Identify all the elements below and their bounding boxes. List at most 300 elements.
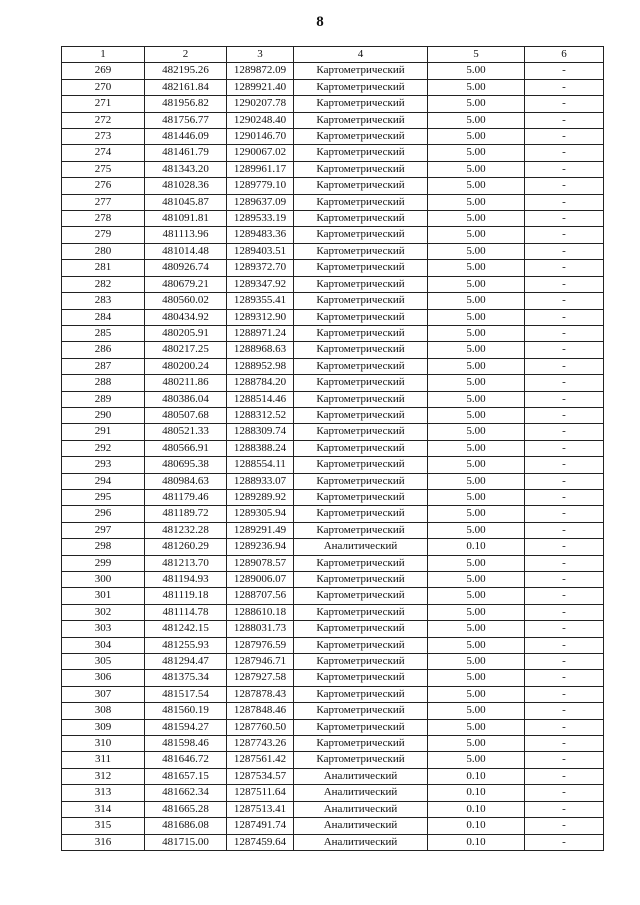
note-cell: - [525,818,604,834]
accuracy-cell: 5.00 [428,358,525,374]
x-coordinate-cell: 481213.70 [145,555,227,571]
accuracy-cell: 5.00 [428,457,525,473]
note-cell: - [525,834,604,850]
accuracy-cell: 5.00 [428,555,525,571]
method-cell: Картометрический [294,325,428,341]
table-row [62,79,604,95]
accuracy-cell: 5.00 [428,293,525,309]
note-cell: - [525,391,604,407]
note-cell: - [525,63,604,79]
table-row [62,325,604,341]
x-coordinate-cell: 481189.72 [145,506,227,522]
y-coordinate-cell: 1289372.70 [227,260,294,276]
method-cell: Картометрический [294,391,428,407]
table-row [62,227,604,243]
column-header-3: 3 [227,47,294,63]
table-row [62,178,604,194]
y-coordinate-cell: 1288952.98 [227,358,294,374]
y-coordinate-cell: 1287927.58 [227,670,294,686]
method-cell: Картометрический [294,260,428,276]
accuracy-cell: 5.00 [428,96,525,112]
accuracy-cell: 5.00 [428,145,525,161]
table-row [62,637,604,653]
accuracy-cell: 0.10 [428,818,525,834]
accuracy-cell: 5.00 [428,129,525,145]
method-cell: Картометрический [294,129,428,145]
note-cell: - [525,604,604,620]
note-cell: - [525,211,604,227]
point-number-cell: 305 [62,654,145,670]
y-coordinate-cell: 1289078.57 [227,555,294,571]
y-coordinate-cell: 1289305.94 [227,506,294,522]
accuracy-cell: 5.00 [428,309,525,325]
method-cell: Картометрический [294,719,428,735]
x-coordinate-cell: 480507.68 [145,407,227,423]
point-number-cell: 285 [62,325,145,341]
point-number-cell: 290 [62,407,145,423]
accuracy-cell: 5.00 [428,227,525,243]
table-row [62,834,604,850]
x-coordinate-cell: 481715.00 [145,834,227,850]
method-cell: Картометрический [294,276,428,292]
table-row [62,342,604,358]
note-cell: - [525,243,604,259]
table-row [62,375,604,391]
x-coordinate-cell: 481756.77 [145,112,227,128]
point-number-cell: 310 [62,736,145,752]
note-cell: - [525,637,604,653]
note-cell: - [525,654,604,670]
x-coordinate-cell: 481294.47 [145,654,227,670]
method-cell: Картометрический [294,703,428,719]
point-number-cell: 270 [62,79,145,95]
x-coordinate-cell: 480211.86 [145,375,227,391]
y-coordinate-cell: 1288971.24 [227,325,294,341]
method-cell: Картометрический [294,752,428,768]
accuracy-cell: 5.00 [428,572,525,588]
x-coordinate-cell: 481242.15 [145,621,227,637]
point-number-cell: 281 [62,260,145,276]
accuracy-cell: 5.00 [428,686,525,702]
method-cell: Картометрический [294,112,428,128]
accuracy-cell: 0.10 [428,785,525,801]
point-number-cell: 299 [62,555,145,571]
point-number-cell: 274 [62,145,145,161]
y-coordinate-cell: 1289403.51 [227,243,294,259]
coordinates-table [61,46,604,851]
y-coordinate-cell: 1289006.07 [227,572,294,588]
x-coordinate-cell: 481598.46 [145,736,227,752]
table-row [62,768,604,784]
table-row [62,293,604,309]
method-cell: Картометрический [294,358,428,374]
y-coordinate-cell: 1289312.90 [227,309,294,325]
y-coordinate-cell: 1290067.02 [227,145,294,161]
x-coordinate-cell: 481517.54 [145,686,227,702]
table-row [62,457,604,473]
note-cell: - [525,112,604,128]
point-number-cell: 292 [62,440,145,456]
table-row [62,555,604,571]
x-coordinate-cell: 481665.28 [145,801,227,817]
table-row [62,473,604,489]
method-cell: Аналитический [294,768,428,784]
y-coordinate-cell: 1289921.40 [227,79,294,95]
y-coordinate-cell: 1288309.74 [227,424,294,440]
table-row [62,440,604,456]
accuracy-cell: 5.00 [428,752,525,768]
note-cell: - [525,588,604,604]
y-coordinate-cell: 1287976.59 [227,637,294,653]
accuracy-cell: 5.00 [428,424,525,440]
x-coordinate-cell: 481114.78 [145,604,227,620]
table-row [62,194,604,210]
table-row [62,309,604,325]
table-row [62,506,604,522]
method-cell: Аналитический [294,801,428,817]
point-number-cell: 297 [62,522,145,538]
y-coordinate-cell: 1289533.19 [227,211,294,227]
note-cell: - [525,79,604,95]
x-coordinate-cell: 481375.34 [145,670,227,686]
accuracy-cell: 5.00 [428,670,525,686]
method-cell: Картометрический [294,555,428,571]
x-coordinate-cell: 481014.48 [145,243,227,259]
point-number-cell: 313 [62,785,145,801]
y-coordinate-cell: 1287511.64 [227,785,294,801]
y-coordinate-cell: 1287743.26 [227,736,294,752]
column-header-4: 4 [294,47,428,63]
method-cell: Картометрический [294,145,428,161]
method-cell: Картометрический [294,375,428,391]
point-number-cell: 308 [62,703,145,719]
method-cell: Картометрический [294,161,428,177]
x-coordinate-cell: 481560.19 [145,703,227,719]
point-number-cell: 283 [62,293,145,309]
y-coordinate-cell: 1288968.63 [227,342,294,358]
point-number-cell: 279 [62,227,145,243]
note-cell: - [525,194,604,210]
y-coordinate-cell: 1287491.74 [227,818,294,834]
point-number-cell: 273 [62,129,145,145]
accuracy-cell: 5.00 [428,522,525,538]
header-row [62,47,604,63]
point-number-cell: 289 [62,391,145,407]
accuracy-cell: 0.10 [428,834,525,850]
x-coordinate-cell: 481045.87 [145,194,227,210]
accuracy-cell: 5.00 [428,621,525,637]
point-number-cell: 278 [62,211,145,227]
x-coordinate-cell: 481113.96 [145,227,227,243]
method-cell: Картометрический [294,604,428,620]
y-coordinate-cell: 1290207.78 [227,96,294,112]
table-row [62,276,604,292]
point-number-cell: 306 [62,670,145,686]
x-coordinate-cell: 481194.93 [145,572,227,588]
note-cell: - [525,736,604,752]
table-row [62,654,604,670]
y-coordinate-cell: 1289289.92 [227,489,294,505]
y-coordinate-cell: 1289355.41 [227,293,294,309]
table-row [62,260,604,276]
method-cell: Картометрический [294,407,428,423]
table-row [62,670,604,686]
x-coordinate-cell: 481662.34 [145,785,227,801]
note-cell: - [525,572,604,588]
y-coordinate-cell: 1289872.09 [227,63,294,79]
x-coordinate-cell: 481446.09 [145,129,227,145]
x-coordinate-cell: 480984.63 [145,473,227,489]
method-cell: Картометрический [294,506,428,522]
method-cell: Картометрический [294,473,428,489]
note-cell: - [525,325,604,341]
note-cell: - [525,407,604,423]
table-row [62,243,604,259]
accuracy-cell: 5.00 [428,276,525,292]
note-cell: - [525,768,604,784]
table-row [62,719,604,735]
x-coordinate-cell: 480566.91 [145,440,227,456]
y-coordinate-cell: 1287946.71 [227,654,294,670]
table-row [62,604,604,620]
y-coordinate-cell: 1289483.36 [227,227,294,243]
point-number-cell: 291 [62,424,145,440]
note-cell: - [525,440,604,456]
method-cell: Картометрический [294,309,428,325]
method-cell: Картометрический [294,621,428,637]
point-number-cell: 271 [62,96,145,112]
point-number-cell: 287 [62,358,145,374]
note-cell: - [525,178,604,194]
method-cell: Аналитический [294,834,428,850]
table-body [62,63,604,851]
x-coordinate-cell: 480926.74 [145,260,227,276]
point-number-cell: 286 [62,342,145,358]
accuracy-cell: 5.00 [428,473,525,489]
point-number-cell: 302 [62,604,145,620]
note-cell: - [525,342,604,358]
accuracy-cell: 5.00 [428,161,525,177]
column-header-6: 6 [525,47,604,63]
note-cell: - [525,489,604,505]
table-row [62,588,604,604]
method-cell: Картометрический [294,424,428,440]
point-number-cell: 280 [62,243,145,259]
accuracy-cell: 0.10 [428,768,525,784]
y-coordinate-cell: 1287878.43 [227,686,294,702]
y-coordinate-cell: 1287561.42 [227,752,294,768]
table-row [62,686,604,702]
method-cell: Картометрический [294,440,428,456]
column-header-5: 5 [428,47,525,63]
y-coordinate-cell: 1290146.70 [227,129,294,145]
x-coordinate-cell: 482195.26 [145,63,227,79]
note-cell: - [525,276,604,292]
page-number: 8 [316,14,324,30]
x-coordinate-cell: 481657.15 [145,768,227,784]
note-cell: - [525,506,604,522]
accuracy-cell: 5.00 [428,260,525,276]
x-coordinate-cell: 481461.79 [145,145,227,161]
x-coordinate-cell: 481343.20 [145,161,227,177]
table-row [62,522,604,538]
table-row [62,489,604,505]
note-cell: - [525,96,604,112]
y-coordinate-cell: 1288933.07 [227,473,294,489]
x-coordinate-cell: 480386.04 [145,391,227,407]
x-coordinate-cell: 480560.02 [145,293,227,309]
accuracy-cell: 5.00 [428,211,525,227]
point-number-cell: 294 [62,473,145,489]
method-cell: Картометрический [294,178,428,194]
table-row [62,621,604,637]
note-cell: - [525,621,604,637]
table-row [62,391,604,407]
method-cell: Картометрический [294,670,428,686]
table-row [62,424,604,440]
x-coordinate-cell: 481686.08 [145,818,227,834]
accuracy-cell: 5.00 [428,719,525,735]
method-cell: Аналитический [294,818,428,834]
y-coordinate-cell: 1288707.56 [227,588,294,604]
accuracy-cell: 5.00 [428,79,525,95]
point-number-cell: 315 [62,818,145,834]
note-cell: - [525,670,604,686]
point-number-cell: 312 [62,768,145,784]
note-cell: - [525,161,604,177]
point-number-cell: 272 [62,112,145,128]
method-cell: Аналитический [294,539,428,555]
x-coordinate-cell: 482161.84 [145,79,227,95]
method-cell: Картометрический [294,572,428,588]
x-coordinate-cell: 481232.28 [145,522,227,538]
point-number-cell: 293 [62,457,145,473]
point-number-cell: 269 [62,63,145,79]
y-coordinate-cell: 1287848.46 [227,703,294,719]
table-row [62,785,604,801]
table-row [62,407,604,423]
note-cell: - [525,129,604,145]
y-coordinate-cell: 1288554.11 [227,457,294,473]
method-cell: Картометрический [294,686,428,702]
note-cell: - [525,473,604,489]
note-cell: - [525,539,604,555]
note-cell: - [525,375,604,391]
method-cell: Картометрический [294,342,428,358]
point-number-cell: 307 [62,686,145,702]
point-number-cell: 314 [62,801,145,817]
table-row [62,145,604,161]
accuracy-cell: 0.10 [428,539,525,555]
accuracy-cell: 0.10 [428,801,525,817]
y-coordinate-cell: 1288031.73 [227,621,294,637]
x-coordinate-cell: 481255.93 [145,637,227,653]
point-number-cell: 276 [62,178,145,194]
x-coordinate-cell: 481179.46 [145,489,227,505]
method-cell: Картометрический [294,227,428,243]
method-cell: Картометрический [294,637,428,653]
table-row [62,572,604,588]
accuracy-cell: 5.00 [428,604,525,620]
point-number-cell: 277 [62,194,145,210]
y-coordinate-cell: 1289236.94 [227,539,294,555]
y-coordinate-cell: 1288388.24 [227,440,294,456]
method-cell: Картометрический [294,489,428,505]
y-coordinate-cell: 1289779.10 [227,178,294,194]
table-row [62,129,604,145]
accuracy-cell: 5.00 [428,506,525,522]
note-cell: - [525,309,604,325]
y-coordinate-cell: 1289637.09 [227,194,294,210]
y-coordinate-cell: 1289961.17 [227,161,294,177]
method-cell: Картометрический [294,211,428,227]
point-number-cell: 311 [62,752,145,768]
accuracy-cell: 5.00 [428,654,525,670]
method-cell: Картометрический [294,63,428,79]
accuracy-cell: 5.00 [428,112,525,128]
x-coordinate-cell: 481028.36 [145,178,227,194]
accuracy-cell: 5.00 [428,243,525,259]
note-cell: - [525,358,604,374]
table-row [62,801,604,817]
table-row [62,752,604,768]
x-coordinate-cell: 480695.38 [145,457,227,473]
table-row [62,161,604,177]
accuracy-cell: 5.00 [428,637,525,653]
x-coordinate-cell: 481119.18 [145,588,227,604]
method-cell: Картометрический [294,79,428,95]
point-number-cell: 316 [62,834,145,850]
accuracy-cell: 5.00 [428,63,525,79]
table-header [62,47,604,63]
point-number-cell: 301 [62,588,145,604]
y-coordinate-cell: 1288514.46 [227,391,294,407]
accuracy-cell: 5.00 [428,325,525,341]
note-cell: - [525,145,604,161]
accuracy-cell: 5.00 [428,489,525,505]
method-cell: Аналитический [294,785,428,801]
method-cell: Картометрический [294,522,428,538]
table-row [62,818,604,834]
accuracy-cell: 5.00 [428,178,525,194]
y-coordinate-cell: 1287534.57 [227,768,294,784]
table-row [62,539,604,555]
accuracy-cell: 5.00 [428,703,525,719]
y-coordinate-cell: 1288610.18 [227,604,294,620]
accuracy-cell: 5.00 [428,342,525,358]
note-cell: - [525,424,604,440]
note-cell: - [525,801,604,817]
note-cell: - [525,785,604,801]
accuracy-cell: 5.00 [428,391,525,407]
method-cell: Картометрический [294,736,428,752]
accuracy-cell: 5.00 [428,440,525,456]
y-coordinate-cell: 1288312.52 [227,407,294,423]
point-number-cell: 282 [62,276,145,292]
x-coordinate-cell: 481091.81 [145,211,227,227]
note-cell: - [525,522,604,538]
point-number-cell: 296 [62,506,145,522]
table-row [62,211,604,227]
point-number-cell: 295 [62,489,145,505]
method-cell: Картометрический [294,293,428,309]
note-cell: - [525,457,604,473]
table-row [62,736,604,752]
x-coordinate-cell: 480200.24 [145,358,227,374]
y-coordinate-cell: 1287760.50 [227,719,294,735]
method-cell: Картометрический [294,194,428,210]
note-cell: - [525,703,604,719]
